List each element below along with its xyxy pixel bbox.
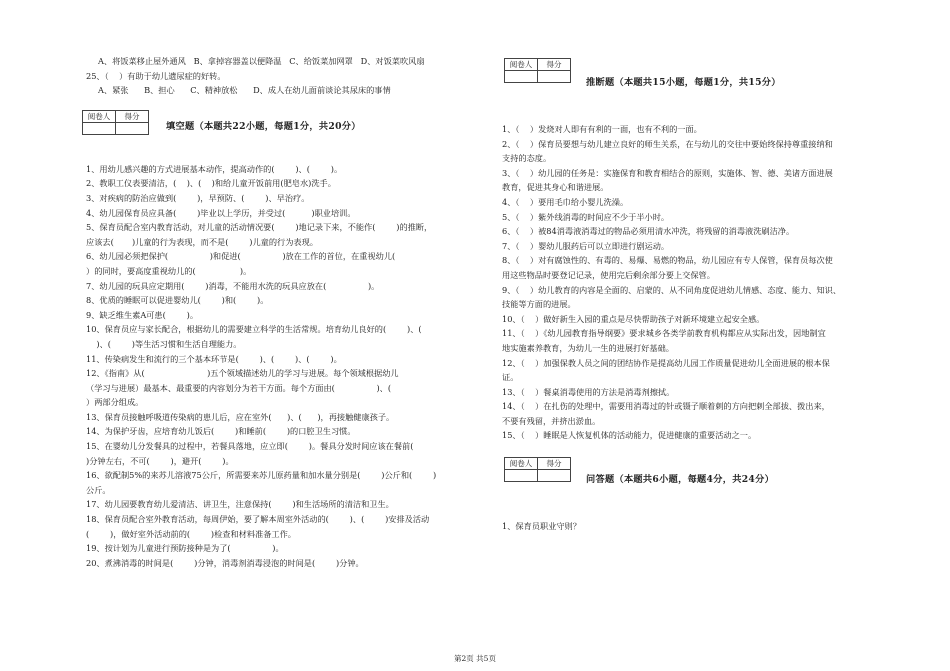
score-box-cell [116, 122, 149, 134]
list-item: 1、保育员职业守则？ [502, 521, 581, 532]
list-item: 11、（ ）《幼儿园教育指导纲要》要求城乡各类学前教育机构都应从实际出发，因地制宜 [502, 328, 826, 339]
list-item: 14、为保护牙齿，应培育幼儿饭后( )和睡前( )的口腔卫生习惯。 [86, 426, 356, 437]
list-item: 9、（ ）幼儿教育的内容是全面的、启蒙的、从不同角度促进幼儿情感、态度、能力、知识、 [502, 284, 842, 295]
list-item: 4、幼儿园保育员应具备( )毕业以上学历，并受过( )职业培训。 [86, 207, 356, 218]
section-header-fill [86, 110, 486, 140]
score-box-score-label: 得分 [116, 110, 149, 122]
section-header-judge [502, 54, 894, 94]
list-item: 10、保育员应与家长配合，根据幼儿的需要建立科学的生活常规。培育幼儿良好的( )、( [86, 324, 422, 335]
list-item: )、( )等生活习惯和生活自理能力。 [86, 338, 242, 349]
score-box-reviewer-label: 阅卷人 [505, 59, 538, 71]
score-box-reviewer-label: 阅卷人 [505, 458, 538, 470]
fill-question-list [86, 162, 486, 571]
list-item: 5、（ ）紫外线消毒的时间应不少于半小时。 [502, 211, 670, 222]
list-item: 6、幼儿园必须把保护( )和促进( )放在工作的首位，在重视幼儿( [86, 251, 396, 262]
list-item: 地实施素养教育，为幼儿一生的进展打好基础。 [502, 342, 674, 353]
score-box [504, 58, 571, 83]
list-item: 13、保育员接触呼吸道传染病的患儿后，应在室外( )、( )，再接触健康孩子。 [86, 411, 395, 422]
list-item: 15、（ ）睡眠是人恢复机体的活动能力，促进健康的重要活动之一。 [502, 430, 757, 441]
list-item: 11、传染病发生和流行的三个基本环节是( )、( )、( )。 [86, 353, 342, 364]
page-footer: 第2页 共5页 [454, 654, 496, 663]
list-item: 7、幼儿园的玩具应定期用( )消毒，不能用水洗的玩具应放在( )。 [86, 280, 380, 291]
list-item: 10、（ ）做好新生入园的重点是尽快帮助孩子对新环境建立起安全感。 [502, 313, 765, 324]
list-item: ）两部分组成。 [86, 397, 144, 408]
list-item: 1、用幼儿感兴趣的方式进展基本动作，提高动作的( )、( )。 [86, 163, 343, 174]
list-item: )分钟左右，不可( )，避开( )。 [86, 455, 234, 466]
list-item: 5、保育员配合室内教育活动，对儿童的活动情况要( )地记录下来，不能作( )的推断， [86, 222, 433, 233]
list-item: ）的同时，要高度重视幼儿的( )。 [86, 265, 252, 276]
list-item: （学习与进展）最基本、最重要的内容划分为若干方面。每个方面由( )、( [86, 382, 392, 393]
list-item: 16、欲配制5%的来苏儿溶液75公斤，所需要来苏儿原药量和加水量分别是( )公斤和( ) [86, 470, 437, 481]
list-item: 3、（ ）幼儿园的任务是：实施保育和教育相结合的原则，实施体、智、德、美诸方面进展 [502, 167, 833, 178]
list-item: 不要有残留，并挤出淤血。 [502, 415, 601, 426]
question-line: 25、（ ）有助于幼儿遗尿症的好转。 [86, 70, 226, 81]
score-box-score-label: 得分 [538, 59, 571, 71]
score-box-cell [538, 470, 571, 482]
list-item: 用这些物品时要登记记录，使用完后剩余部分要上交保管。 [502, 269, 715, 280]
score-box-cell [538, 71, 571, 83]
section-title-judge: 推断题（本题共15小题，每题1分，共15分） [586, 77, 781, 88]
left-column [86, 54, 486, 570]
list-item: 6、（ ）被84消毒液消毒过的物品必须用清水冲洗，将残留的消毒液洗刷洁净。 [502, 226, 795, 237]
list-item: 证。 [502, 372, 519, 383]
list-item: 技能等方面的进展。 [502, 299, 576, 310]
list-item: 15、在婴幼儿分发餐具的过程中，若餐具落地，应立即( )。餐具分发时间应该在餐前( [86, 441, 414, 452]
list-item: 19、按计划为儿童进行预防接种是为了( )。 [86, 543, 284, 554]
score-box [504, 457, 571, 482]
list-item: 8、（ ）对有腐蚀性的、有毒的、易爆、易燃的物品，幼儿园应有专人保管，保育员每次使 [502, 255, 833, 266]
list-item: 教育，促进其身心和谐进展。 [502, 182, 609, 193]
score-box-score-label: 得分 [538, 458, 571, 470]
option-line: A、紧张 B、担心 C、精神放松 D、成人在幼儿面前谈论其尿床的事情 [98, 85, 391, 96]
list-item: ( )，做好室外活动前的( )检查和材料准备工作。 [86, 528, 296, 539]
section-header-qa [502, 457, 894, 493]
score-box-cell [505, 470, 538, 482]
score-box-cell [83, 122, 116, 134]
option-line: A、将饭菜移止屋外通风 B、拿掉容器盖以便降温 C、给饭菜加网罩 D、对饭菜吹风扇 [98, 56, 425, 66]
list-item: 9、缺乏维生素A可患( )。 [86, 309, 199, 320]
list-item: 17、幼儿园要教育幼儿爱清洁、讲卫生，注意保持( )和生活场所的清洁和卫生。 [86, 499, 394, 510]
list-item: 3、对疾病的防治应做到( )，早预防、( )、早治疗。 [86, 192, 310, 203]
list-item: 2、教职工仪表要清洁，( )、( )和给儿童开饭前用(肥皂水)洗手。 [86, 178, 336, 189]
list-item: 20、煮沸消毒的时间是( )分钟，消毒剂消毒浸泡的时间是( )分钟。 [86, 557, 364, 568]
score-box-reviewer-label: 阅卷人 [83, 110, 116, 122]
list-item: 12、（ ）加强保教人员之间的团结协作是提高幼儿园工作质量促进幼儿全面进展的根本保 [502, 357, 830, 368]
list-item: 1、（ ）发烧对人即有有利的一面，也有不利的一面。 [502, 124, 702, 134]
list-item: 2、（ ）保育员要想与幼儿建立良好的师生关系，在与幼儿的交往中要始终保持尊重接纳和 [502, 138, 833, 149]
judge-question-list [502, 122, 894, 443]
list-item: 18、保育员配合室外教育活动，每周伊始，要了解本周室外活动的( )、( )安排及活动 [86, 514, 430, 525]
list-item: 应该去( )儿童的行为表现，而不是( )儿童的行为表现。 [86, 236, 318, 247]
list-item: 公斤。 [86, 484, 111, 495]
section-title-fill: 填空题（本题共22小题，每题1分，共20分） [166, 120, 361, 132]
list-item: 7、（ ）婴幼儿服药后可以立即进行剧运动。 [502, 240, 670, 251]
list-item: 支持的态度。 [502, 153, 552, 164]
right-column [502, 54, 894, 534]
score-box-cell [505, 71, 538, 83]
list-item: 12、《指南》从( )五个领域描述幼儿的学习与进展。每个领域根据幼儿 [86, 368, 399, 379]
list-item: 4、（ ）要用毛巾给小婴儿洗澡。 [502, 196, 629, 207]
list-item: 8、优质的睡眠可以促进婴幼儿( )和( )。 [86, 295, 269, 306]
list-item: 14、（ ）在扎伤的处理中，需要用消毒过的针或镊子顺着刺的方向把刺全部拔、拨出来， [502, 401, 830, 412]
section-title-qa: 问答题（本题共6小题，每题4分，共24分） [586, 474, 775, 486]
score-box [82, 110, 149, 135]
list-item: 13、（ ）餐桌消毒使用的方法是消毒剂擦拭。 [502, 386, 675, 397]
